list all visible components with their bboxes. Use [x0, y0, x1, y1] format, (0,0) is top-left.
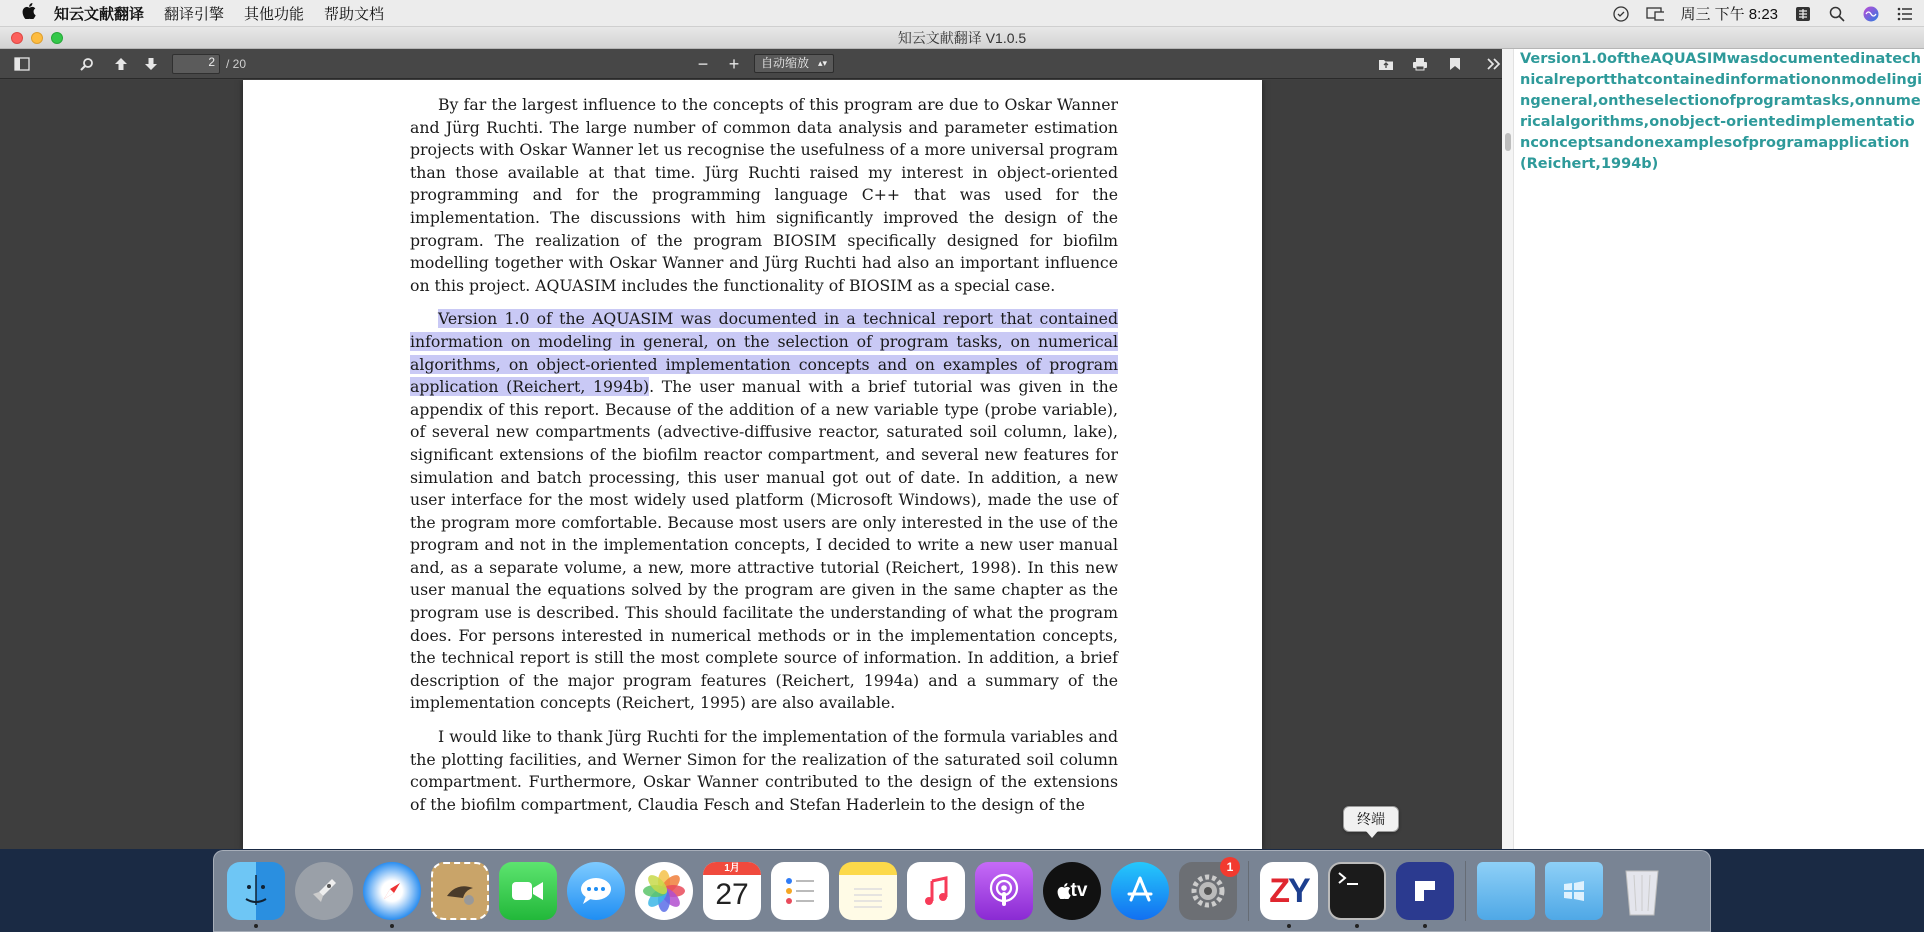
page-number-input[interactable]: 2 — [172, 54, 220, 74]
music-note-icon — [907, 862, 965, 920]
zoom-select[interactable] — [754, 54, 834, 73]
facetime-icon — [499, 862, 557, 920]
scrollbar-thumb[interactable] — [1505, 133, 1511, 151]
search-icon[interactable] — [77, 54, 97, 74]
running-indicator — [1355, 924, 1359, 928]
dock-app-blue[interactable] — [1391, 857, 1459, 925]
pdf-page[interactable] — [243, 80, 1262, 849]
menu-other-functions[interactable]: 其他功能 — [244, 5, 305, 23]
appletv-label: tv — [1070, 880, 1088, 901]
pdf-viewer — [0, 49, 1502, 849]
dock-podcasts[interactable] — [970, 857, 1038, 925]
folder-icon — [1477, 862, 1535, 920]
status-circle-icon[interactable] — [1612, 5, 1630, 23]
dock-music[interactable] — [902, 857, 970, 925]
select-caret-icon: ▴▾ — [817, 58, 827, 68]
menu-help-docs[interactable]: 帮助文档 — [324, 5, 385, 23]
windows-folder-icon — [1545, 862, 1603, 920]
dock-appletv[interactable] — [1038, 857, 1106, 925]
zhiyun-zy-icon: Z Y — [1260, 862, 1318, 920]
podcasts-icon — [975, 862, 1033, 920]
apple-menu-icon[interactable] — [14, 3, 44, 24]
translation-text[interactable]: Version1.0oftheAQUASIMwasdocumentedinatechnicalreportthatcontainedinformationonmodelingingeneral,ontheselectionofprogramtasks,onnumericalalgorithms,onobject-orientedimplementationconceptsandonexamplesofprogramapplication(Reichert,1994b) — [1520, 51, 1923, 172]
zoom-select-value: 自动缩放 — [761, 56, 810, 70]
page-text[interactable] — [410, 94, 1118, 827]
zoom-out-button[interactable]: − — [697, 53, 709, 74]
notification-center-icon[interactable] — [1896, 5, 1914, 23]
menubar-clock[interactable]: 周三 下午 8:23 — [1680, 6, 1778, 23]
dock-separator — [1465, 861, 1466, 921]
menu-app-name[interactable]: 知云文献翻译 — [54, 5, 145, 23]
running-indicator — [1423, 924, 1427, 928]
screen-mirroring-icon[interactable] — [1646, 5, 1664, 23]
print-icon[interactable] — [1410, 54, 1430, 74]
zoom-window-button[interactable] — [51, 32, 63, 44]
notes-icon — [839, 862, 897, 920]
paragraph-2[interactable] — [410, 308, 1118, 715]
pdf-toolbar — [0, 49, 1502, 79]
photos-flower-icon — [635, 862, 693, 920]
next-page-icon[interactable] — [140, 54, 162, 74]
window-titlebar[interactable] — [0, 27, 1924, 49]
appstore-icon — [1111, 862, 1169, 920]
finder-icon — [227, 862, 285, 920]
dock-reminders[interactable] — [766, 857, 834, 925]
dock-photos[interactable] — [630, 857, 698, 925]
dock-terminal[interactable] — [1323, 857, 1391, 925]
terminal-icon — [1328, 862, 1386, 920]
spotlight-search-icon[interactable] — [1828, 5, 1846, 23]
menubar — [0, 0, 1924, 27]
dock-tooltip: 终端 — [1343, 806, 1399, 832]
app-window-glyph-icon — [1396, 862, 1454, 920]
dock-launchpad[interactable] — [290, 857, 358, 925]
stamp-eagle-icon — [431, 862, 489, 920]
dock-safari[interactable] — [358, 857, 426, 925]
dock-notes[interactable] — [834, 857, 902, 925]
dock — [213, 850, 1711, 932]
translation-scrollbar[interactable] — [1502, 49, 1514, 849]
calendar-icon — [703, 862, 761, 920]
safari-compass-icon — [363, 862, 421, 920]
trash-icon — [1613, 862, 1671, 920]
reminders-list-icon — [771, 862, 829, 920]
paragraph-1[interactable]: By far the largest influence to the concepts of this program are due to Oskar Wanner and Jürg Ruchti. The large number of common data analysis and parameter estimation projects with Oskar Wanner let us recognise the usefulness of a more universal program than those available at that time. Jürg Ruchti raised my interest in object-oriented programming and for the programming language C++ that was used for the implementation. The discussions with him significantly improved the design of the program. The realization of the program BIOSIM specifically designed for biofilm modelling together with Oskar Wanner and Jürg Ruchti had also an important influence on this project. AQUASIM includes the functionality of BIOSIM as a special case. — [410, 95, 1118, 295]
minimize-window-button[interactable] — [31, 32, 43, 44]
pdf-content-area[interactable] — [0, 80, 1502, 849]
page-total-label: / 20 — [226, 57, 247, 71]
running-indicator — [1287, 924, 1291, 928]
bookmark-icon[interactable] — [1445, 54, 1465, 74]
dock-trash[interactable] — [1608, 857, 1676, 925]
dock-finder[interactable] — [222, 857, 290, 925]
dock-appstore[interactable] — [1106, 857, 1174, 925]
tools-expand-icon[interactable] — [1484, 54, 1504, 74]
input-method-icon[interactable] — [1794, 5, 1812, 23]
paragraph-2-rest[interactable]: . The user manual with a brief tutorial was given in the appendix of this report. Because of the addition of a new variable type (probe variable), of several new compartments (advective-diffusive reactor, saturated soil column, lake), significant extensions of the biofilm reactor compartment, and several new features for simulation and batch processing, this user manual got out of date. In addition, a new user interface for the most widely used platform (Microsoft Windows), made the use of the program more comfortable. Because most users are only interested in the use of the program and not in the implementation concepts, I decided to write a new user manual and, as a separate volume, a new, more attractive tutorial (Reichert, 1998). In this new user manual the equations solved by the program are given in the same chapter as the program use is described. This should facilitate the understanding of what the program does. For persons interested in numerical methods or in the implementation concepts, the technical report is still the most complete source of information. In addition, a brief description of the major program features (Reichert, 1994a) and a summary of the implementation concepts (Reichert, 1995) are also available. — [410, 377, 1118, 713]
running-indicator — [390, 924, 394, 928]
sidebar-toggle-icon[interactable] — [12, 54, 32, 74]
messages-bubble-icon — [567, 862, 625, 920]
calendar-day: 27 — [715, 878, 749, 911]
launchpad-rocket-icon — [295, 862, 353, 920]
open-file-icon[interactable] — [1376, 54, 1396, 74]
dock-mail-stamp[interactable] — [426, 857, 494, 925]
dock-facetime[interactable] — [494, 857, 562, 925]
app-window — [0, 27, 1924, 849]
paragraph-3[interactable]: I would like to thank Jürg Ruchti for the implementation of the formula variables and the plotting facilities, and Werner Simon for the realization of the saturated soil column compartment. Furthermore, Oskar Wanner contributed to the design of the extensions of the biofilm compartment, Claudia Fesch and Stefan Haderlein to the design of the — [410, 727, 1118, 814]
selected-text[interactable]: Version 1.0 of the AQUASIM was documented in a technical report that contained information on modeling in general, on the selection of program tasks, on numerical algorithms, on object-oriented implementation concepts and on examples of program application (Reichert, 1994b) — [410, 309, 1118, 397]
dock-messages[interactable] — [562, 857, 630, 925]
dock-folder-windows[interactable] — [1540, 857, 1608, 925]
window-title: 知云文献翻译 V1.0.5 — [897, 30, 1027, 46]
appletv-icon — [1043, 862, 1101, 920]
translation-pane[interactable] — [1502, 49, 1924, 849]
dock-system-preferences[interactable] — [1174, 857, 1242, 925]
menu-translate-engine[interactable]: 翻译引擎 — [164, 5, 225, 23]
dock-zhiyun[interactable] — [1255, 857, 1323, 925]
siri-icon[interactable] — [1862, 5, 1880, 23]
dock-separator — [1248, 861, 1249, 921]
zoom-in-button[interactable]: + — [728, 53, 740, 74]
dock-folder-downloads[interactable] — [1472, 857, 1540, 925]
running-indicator — [254, 924, 258, 928]
notification-badge: 1 — [1220, 857, 1240, 877]
calendar-month: 1月 — [703, 862, 761, 875]
dock-calendar[interactable] — [698, 857, 766, 925]
close-window-button[interactable] — [11, 32, 23, 44]
previous-page-icon[interactable] — [110, 54, 132, 74]
